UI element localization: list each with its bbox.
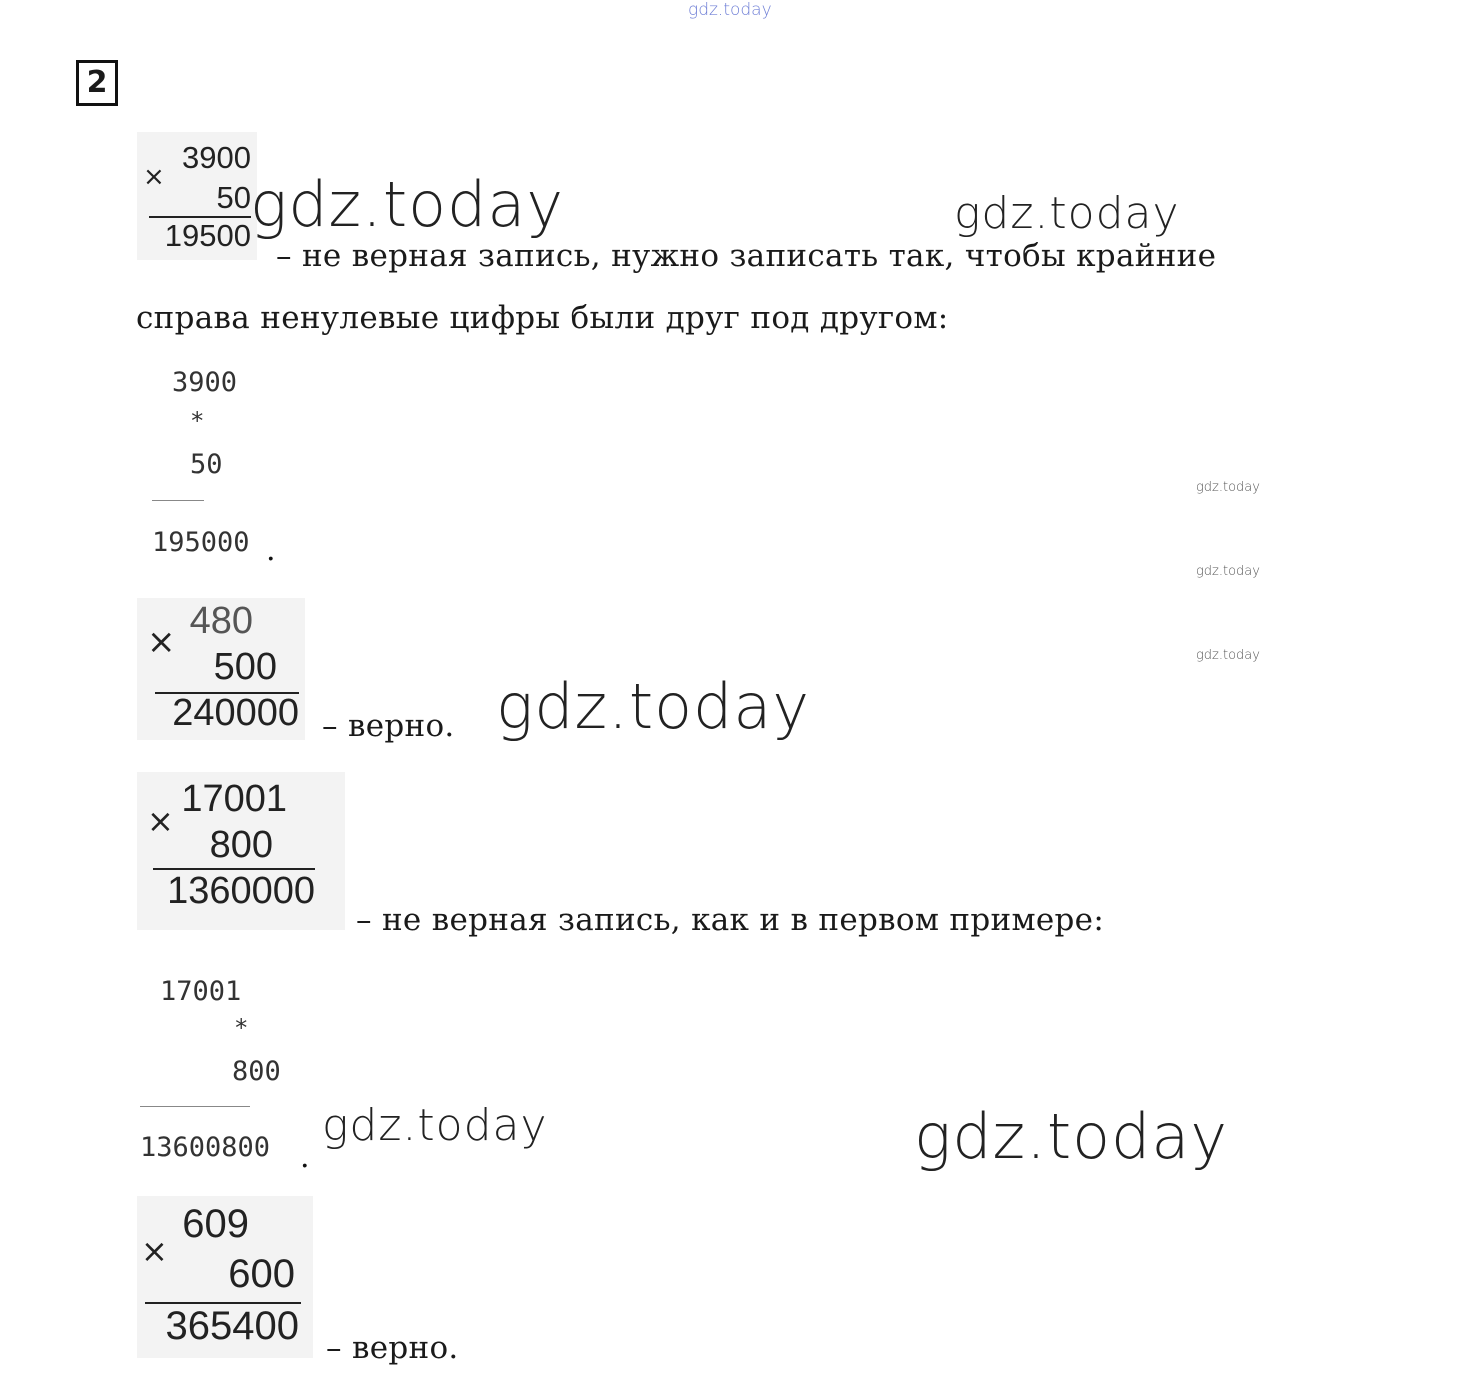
multiplication-example-1 bbox=[137, 132, 257, 260]
product-result: 19500 bbox=[164, 218, 251, 253]
correction-star: * bbox=[190, 407, 205, 435]
product-result: 240000 bbox=[172, 692, 299, 734]
factor-a: 3900 bbox=[182, 140, 251, 175]
correction-dot: . bbox=[266, 533, 276, 568]
watermark-small-1: gdz.today bbox=[1196, 480, 1260, 495]
correction-factor-a: 3900 bbox=[172, 367, 238, 398]
correction-line bbox=[140, 1106, 250, 1107]
example-3-comment: – не верная запись, как и в первом примере: bbox=[356, 902, 1105, 938]
correction-result: 195000 bbox=[152, 527, 250, 558]
watermark-med-2: gdz.today bbox=[322, 1100, 548, 1151]
times-sign: × bbox=[143, 162, 165, 192]
correction-3 bbox=[140, 970, 320, 1175]
site-watermark-top: gdz.today bbox=[688, 0, 772, 20]
task-number-badge: 2 bbox=[76, 60, 118, 106]
correction-result: 13600800 bbox=[140, 1132, 271, 1163]
product-result: 1360000 bbox=[167, 870, 315, 912]
correction-star: * bbox=[234, 1014, 249, 1042]
example-4-comment: – верно. bbox=[326, 1330, 459, 1366]
multiplication-example-3 bbox=[137, 772, 345, 930]
correction-line bbox=[152, 500, 204, 501]
correction-1 bbox=[140, 365, 300, 568]
factor-a: 17001 bbox=[181, 778, 287, 820]
factor-b: 500 bbox=[213, 646, 277, 688]
watermark-med-1: gdz.today bbox=[954, 188, 1180, 239]
times-sign: × bbox=[147, 622, 176, 662]
correction-factor-b: 50 bbox=[190, 449, 223, 480]
factor-b: 600 bbox=[228, 1252, 295, 1296]
factor-a: 609 bbox=[182, 1202, 249, 1246]
correction-factor-a: 17001 bbox=[160, 976, 242, 1007]
watermark-big-1: gdz.today bbox=[250, 168, 565, 241]
watermark-small-2: gdz.today bbox=[1196, 564, 1260, 579]
product-result: 365400 bbox=[165, 1304, 299, 1348]
watermark-big-3: gdz.today bbox=[914, 1100, 1229, 1173]
correction-factor-b: 800 bbox=[232, 1056, 281, 1087]
correction-dot: . bbox=[300, 1140, 310, 1175]
factor-a: 480 bbox=[189, 600, 253, 642]
watermark-small-3: gdz.today bbox=[1196, 648, 1260, 663]
times-sign: × bbox=[147, 802, 174, 840]
example-2-comment: – верно. bbox=[322, 708, 455, 744]
factor-b: 800 bbox=[209, 824, 273, 866]
example-1-comment: – не верная запись, нужно записать так, чтобы крайние bbox=[276, 238, 1217, 274]
factor-b: 50 bbox=[216, 180, 251, 215]
multiplication-example-2 bbox=[137, 598, 305, 740]
times-sign: × bbox=[141, 1232, 168, 1270]
multiplication-example-4 bbox=[137, 1196, 313, 1358]
watermark-big-2: gdz.today bbox=[496, 670, 811, 743]
example-1-comment-cont: справа ненулевые цифры были друг под другом: bbox=[136, 300, 949, 336]
